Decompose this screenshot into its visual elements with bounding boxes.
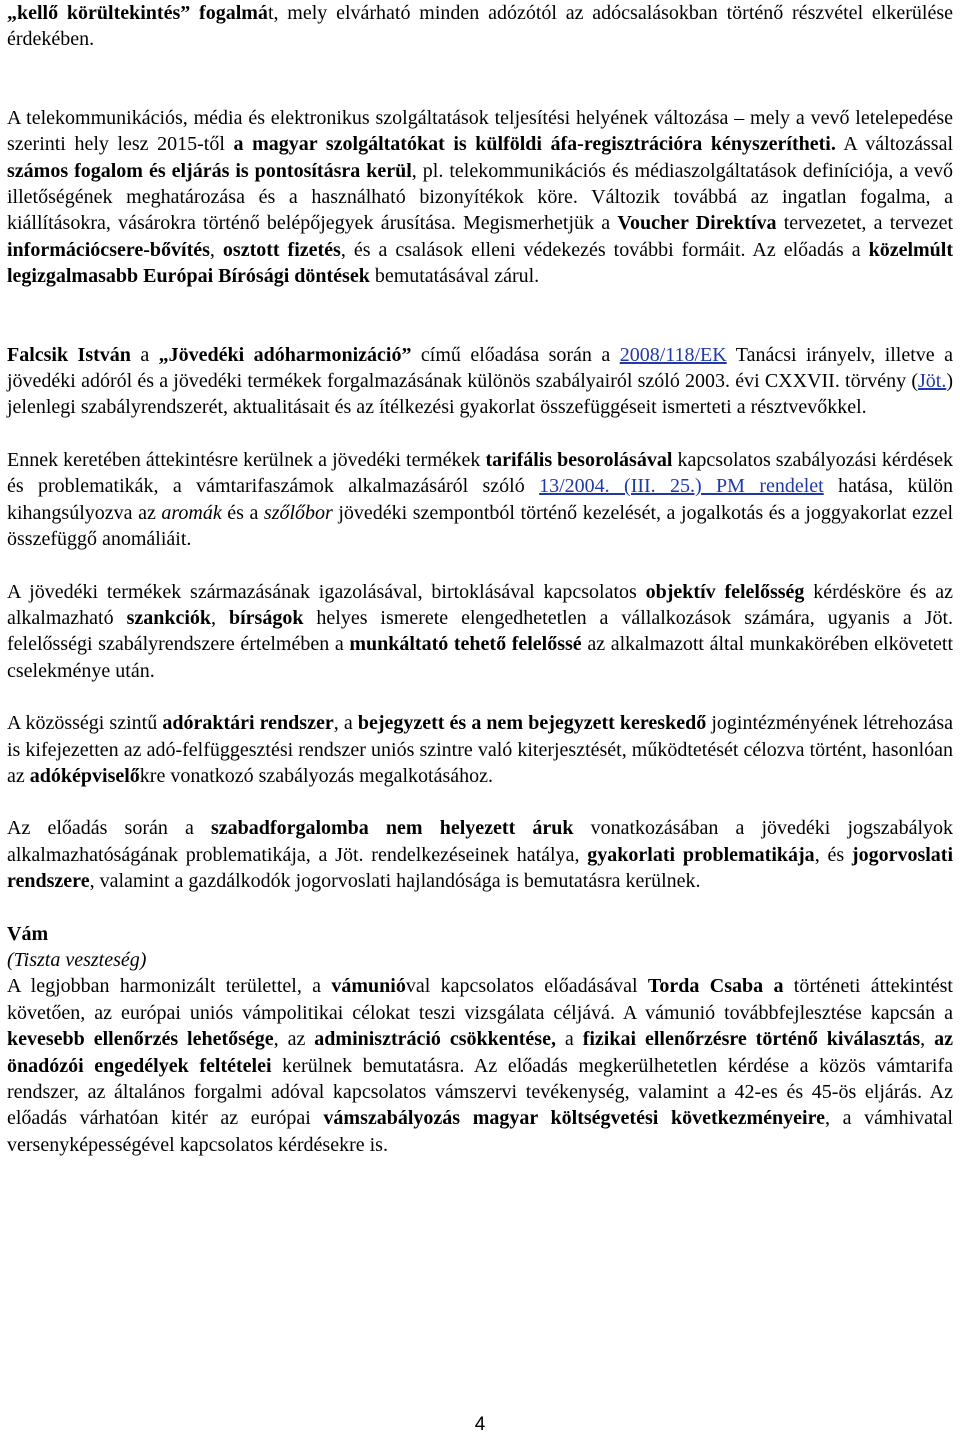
bold-text: objektív felelősség — [645, 580, 805, 603]
bold-text: közelmúlt legizgalmasabb Európai Bírósági döntések — [7, 238, 954, 288]
paragraph-spacer — [7, 290, 953, 342]
text-run: A közösségi szintű — [7, 712, 163, 735]
text-run: Ennek keretében áttekintésre kerülnek a jövedéki termékek — [7, 448, 486, 471]
text-run: ) jelenlegi szabályrendszerét, aktualitásait és az ítélkezési gyakorlat összefüggéseit ismerteti a résztvevőkkel. — [7, 370, 953, 419]
text-run: a — [130, 343, 159, 366]
bold-text: vámszabályozás magyar költségvetési következményeire — [323, 1107, 825, 1130]
text-run: Tanácsi irányelv, illetve a jövedéki adóról és a jövedéki termékek forgalmazásának különös szabályairól szóló 2003. évi CXXVII. törvény ( — [7, 343, 953, 393]
text-run: jogintézményének létrehozása is kifejezetten az adó-felfüggesztési rendszer uniós szintre való kiterjesztését, működtetését célozva történt, hasonlóan az — [7, 712, 953, 787]
link-pm-rendelet[interactable]: 13/2004. (III. 25.) PM rendelet — [539, 475, 824, 498]
text-run: a — [555, 1028, 583, 1051]
paragraph-spacer — [7, 553, 953, 579]
bold-text: adminisztráció csökkentése, — [314, 1028, 556, 1051]
text-run: t, mely elvárható minden adózótól az adócsalásokban történő részvétel elkerülése érdekében. — [7, 2, 953, 51]
telecom-paragraph — [7, 105, 953, 290]
italic-text: (Tiszta veszteség) — [7, 948, 147, 971]
bold-text: munkáltató tehető felelőssé — [349, 633, 582, 656]
bold-text: az önadózói engedélyek feltételei — [7, 1028, 953, 1077]
paragraph-spacer — [7, 684, 953, 710]
text-run: A jövedéki termékek származásának igazolásával, birtoklásával kapcsolatos — [7, 580, 646, 603]
text-run: helyes ismerete elengedhetetlen a vállalkozások számára, ugyanis a Jöt. felelősségi szabályrendszere értelmében a — [7, 606, 954, 656]
falcsik-paragraph — [7, 342, 953, 421]
bold-text: számos fogalom és eljárás is pontosításra kerül — [7, 159, 412, 182]
text-run: , valamint a gazdálkodók jogorvoslati hajlandósága is bemutatásra kerülnek. — [89, 870, 701, 893]
bold-text: gyakorlati problematikája — [587, 843, 815, 866]
text-run: , és a csalások elleni védekezés további formáit. Az előadás a — [340, 238, 869, 261]
text-run: jövedéki szempontból történő kezelését, a jogalkotás és a joggyakorlat ezzel összefüggő anomáliáit. — [7, 501, 954, 551]
bold-text: „Jövedéki adóharmonizáció” — [158, 343, 412, 366]
bold-text: adóraktári rendszer — [162, 712, 334, 735]
text-run: , pl. telekommunikációs és médiaszolgáltatások definíciója, a vevő illetőségének meghatározása és a használható bizonyítékok köre. Változik továbbá az ingatlan fogalma, a kiállításokra, vásárokra történő belépőjegyek árusítása. Megismerhetjük a — [7, 159, 953, 235]
text-run: A telekommunikációs, média és elektronikus szolgáltatások teljesítési helyének változása – mely a vevő letelepedése szerinti hely lesz 2015-től — [7, 106, 953, 156]
link-jot[interactable]: Jöt. — [917, 370, 947, 393]
text-run: , a vámhivatal versenyképességével kapcsolatos kérdésekre is. — [7, 1107, 953, 1156]
szabadforgalom-paragraph — [7, 815, 953, 894]
vam-heading — [7, 921, 953, 947]
bold-text: a magyar szolgáltatókat is külföldi áfa-regisztrációra kényszerítheti. — [233, 133, 836, 156]
adoraktar-paragraph — [7, 710, 953, 789]
vam-paragraph — [7, 973, 953, 1158]
text-run: kapcsolatos szabályozási kérdések és problematikák, a vámtarifaszámok alkalmazásáról szóló — [7, 448, 953, 498]
text-run: tervezetet, a tervezet — [776, 212, 954, 235]
bold-text: kevesebb ellenőrzés lehetősége — [7, 1028, 274, 1051]
bold-text: Torda Csaba a — [647, 975, 784, 998]
bold-text: „kellő körültekintés” fogalmá — [7, 2, 268, 24]
text-run: az alkalmazott által munkakörében elkövetett cselekménye után. — [7, 633, 954, 682]
bold-text: szankciók — [126, 606, 212, 629]
text-run: A változással — [835, 133, 954, 156]
bold-text: osztott fizetés — [222, 238, 341, 261]
text-run: kre vonatkozó szabályozás megalkotásához. — [139, 764, 493, 787]
bold-text: Falcsik István — [7, 343, 131, 366]
text-run: hatása, külön kihangsúlyozva az — [7, 475, 954, 524]
text-run: Az előadás során a — [7, 817, 212, 840]
paragraph-spacer — [7, 53, 953, 105]
text-run: vonatkozásában a jövedéki jogszabályok alkalmazhatóságának problematikája, a Jöt. rendelkezéseinek hatálya, — [7, 817, 953, 866]
vam-subheading — [7, 947, 953, 973]
bold-text: Voucher Direktíva — [617, 212, 777, 235]
text-run: , — [211, 606, 229, 629]
tarifalis-paragraph — [7, 447, 953, 553]
text-run: kérdésköre és az alkalmazható — [7, 580, 953, 629]
text-run: A legjobban harmonizált területtel, a — [7, 975, 332, 998]
text-run: bemutatásával zárul. — [369, 265, 540, 288]
text-run: , a — [333, 712, 358, 735]
text-run: , és — [814, 843, 852, 866]
italic-text: aromák — [161, 501, 222, 524]
bold-text: Vám — [7, 922, 49, 945]
text-run: kerülnek bemutatásra. Az előadás megkerülhetetlen kérdése a közös vámtarifa rendszer, az általános forgalmi adóval kapcsolatos vámszervi tevékenység, valamint a 42-es és 45-ös eljárás. Az előadás várhatóan kitér az európai — [7, 1054, 953, 1130]
page-number: 4 — [474, 1414, 486, 1435]
paragraph-spacer — [7, 895, 953, 921]
bold-text: bírságok — [228, 606, 304, 629]
text-run: , az — [273, 1028, 315, 1051]
document-page — [7, 0, 953, 1158]
text-run: című előadása során a — [411, 343, 620, 366]
text-run: val kapcsolatos előadásával — [405, 975, 648, 998]
bold-text: tarifális besorolásával — [485, 448, 673, 471]
text-run: , — [920, 1028, 935, 1051]
link-2008-118-ek[interactable]: 2008/118/EK — [619, 343, 727, 366]
paragraph-spacer — [7, 789, 953, 815]
bold-text: vámunió — [331, 975, 406, 998]
bold-text: fizikai ellenőrzésre történő kiválasztás — [582, 1028, 921, 1051]
bold-text: jogorvoslati rendszere — [7, 843, 953, 893]
text-run: történeti áttekintést követően, az európai uniós vámpolitikai célokat teszi vizsgálata céljává. A vámunió továbbfejlesztése kapcsán a — [7, 975, 953, 1024]
bold-text: adóképviselő — [29, 764, 140, 787]
italic-text: szőlőbor — [263, 501, 333, 524]
text-run: és a — [221, 501, 264, 524]
paragraph-spacer — [7, 421, 953, 447]
bold-text: szabadforgalomba nem helyezett áruk — [211, 817, 574, 840]
bold-text: információcsere-bővítés — [7, 238, 210, 261]
bold-text: bejegyzett és a nem bejegyzett kereskedő — [357, 712, 707, 735]
intro-tail — [7, 0, 953, 53]
szarmazas-paragraph — [7, 579, 953, 685]
text-run: , — [209, 238, 223, 261]
